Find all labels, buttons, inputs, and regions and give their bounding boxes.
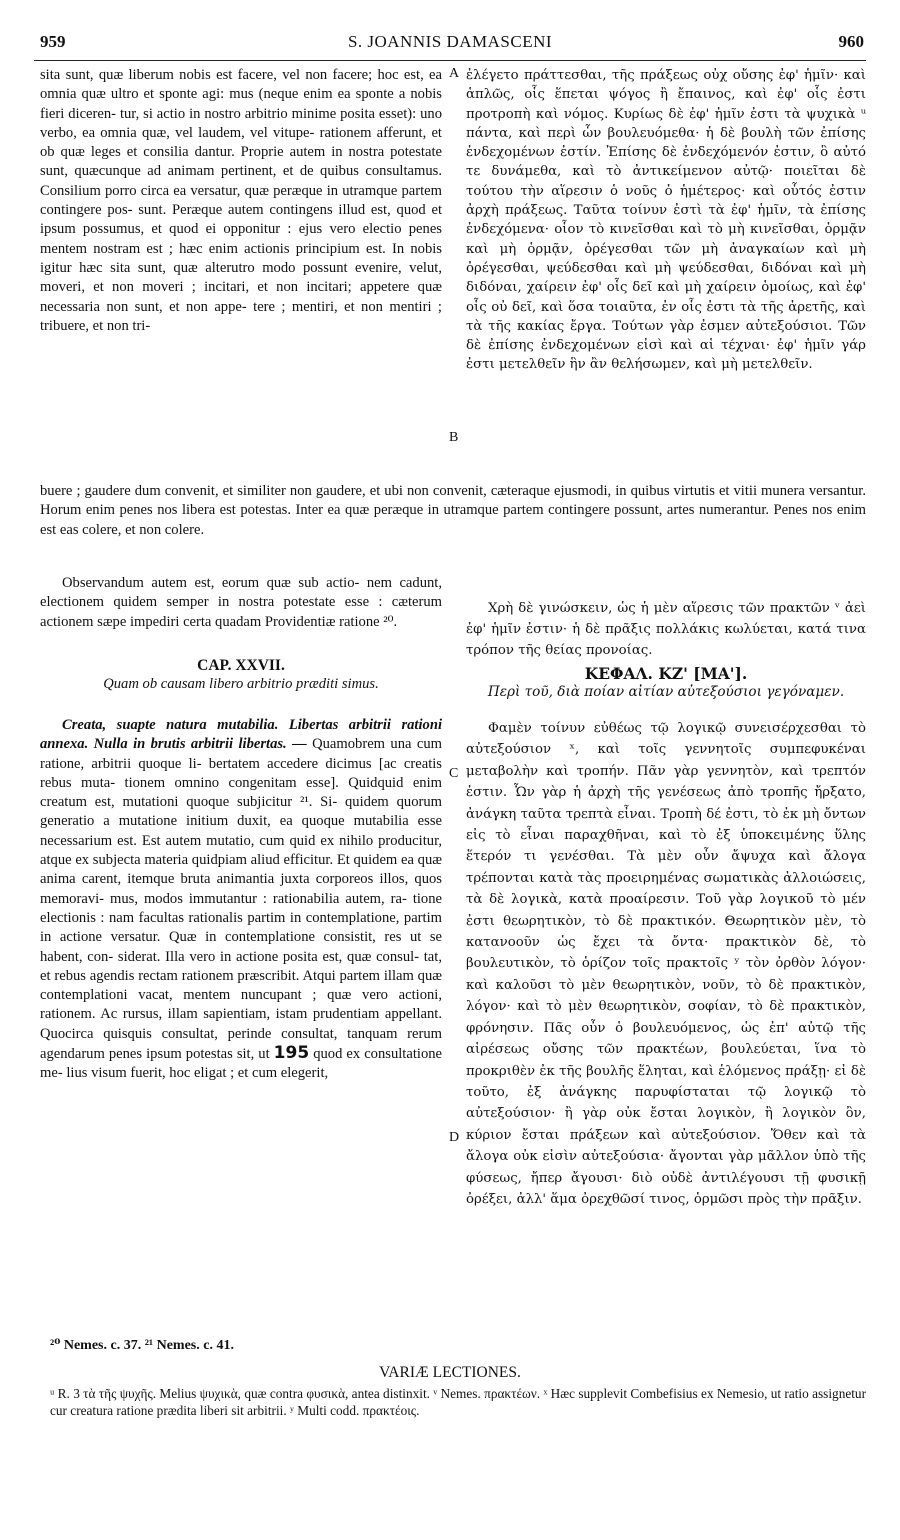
greek-observation-text: Χρὴ δὲ γινώσκειν, ὡς ἡ μὲν αἵρεσις τῶν πρακτῶν ᵛ ἀεὶ ἐφ' ἡμῖν ἐστιν· ἡ δὲ πρᾶξις πολλάκις κωλύεται, κατά τινα τρόπον τῆς θείας προνοίας. [466,601,866,658]
variae-lectiones-heading: VARIÆ LECTIONES. [379,1364,521,1381]
latin-chapter-text-end: quod ex consultatione me- lius visum fuerit, hoc eligat ; et cum elegerit, [40,1046,443,1082]
latin-chapter-text: Quamobrem una cum ratione, arbitrii quoque li- bertatem accedere dicimus [ac creatis rebus muta- tionem omnino congenitam esse]. Quidquid enim creatum est, mutationi quoque subjicitur ²¹. Si- quidem quorum generatio a mutatione initium duxit, ea quoque mutabilia esse necessarium est. Est autem mutatio, cum quid ex nihilo producitur, atque ex subjecta materia quidpiam aliud efficitur. Et quidem ea quæ anima carent, itemque bruta animantia juxta corporeos illos, quos memoravi- mus, modos immutantur : rationabilia autem, ra- tione electionis : nam facultas rationalis partim in contemplatione, partim in actione versatur. Quæ in contemplatione consistit, res ut se habent, con- siderat. Illa vero in actione posita est, quæ consul- tat, et rebus agendis rectam rationem præscribit. Atqui partem illam quæ contemplationi vacat, mentem nuncupant ; quæ vero actioni, rationem. Ac rursus, illam sapientiam, istam prudentiam appellant. Quocirca quisquis consultat, perinde consultat, tanquam rerum agendarum penes ipsum potestas sit, ut [40,736,442,1063]
greek-paragraph-top: ἐλέγετο πράττεσθαι, τῆς πράξεως οὐχ οὔσης ἐφ' ἡμῖν· καὶ ἁπλῶς, οἷς ἕπεται ψόγος ἢ ἔπαινος, καὶ ἐφ' οἷς ἐστι προτροπὴ καὶ νόμος. Κυρίως δὲ ἐφ' ἡμῖν ἐστι τὰ ψυχικὰ ᵘ πάντα, καὶ περὶ ὧν βουλευόμεθα· ἡ δὲ βουλὴ τῶν ἐπίσης ἐνδεχομένων ἐστίν. Ἐπίσης δὲ ἐνδεχόμενόν ἐστιν, ὃ αὐτό τε δυνάμεθα, καὶ τὸ ἀντικείμενον αὐτῷ· ποιεῖται δὲ τούτου τὴν αἵρεσιν ὁ νοῦς ὁ ἡμέτερος· καὶ οὗτός ἐστιν ἀρχὴ πράξεως. Ταῦτα τοίνυν ἐστὶ τὰ ἐφ' ἡμῖν, τὰ ἐπίσης ἐνδεχόμενα· οἷον τὸ κινεῖσθαι καὶ τὸ μὴ κινεῖσθαι, ὁρμᾷν καὶ μὴ ὁρμᾷν, ὀρέγεσθαι τῶν μὴ ἀναγκαίων καὶ μὴ ὀρέγεσθαι, ψεύδεσθαι καὶ μὴ ψεύδεσθαι, διδόναι καὶ μὴ διδόναι, χαίρειν ἐφ' οἷς δεῖ καὶ μὴ χαίρειν ὁμοίως, καὶ ἐφ' οἷς οὐ δεῖ, καὶ ὅσα τοιαῦτα, ἐν οἷς ἐστι τὰ τῆς ἀρετῆς, καὶ τὰ τῆς κακίας ἔργα. Τούτων γὰρ ἐσμεν αὐτεξούσιοι. Τῶν δὲ ἐπίσης ἐνδεχομένων εἰσὶ καὶ αἱ τέχναι· ἐφ' ἡμῖν γάρ ἐστι μετελθεῖν ἣν ἂν θελήσωμεν, καὶ μὴ μετελθεῖν. [466,68,866,373]
latin-chapter-number: CAP. XXVII. [197,657,285,674]
latin-chapter-body [40,716,442,1084]
margin-letter-d: D [449,1130,460,1145]
margin-letter-c: C [449,766,459,781]
latin-chapter-summary: Creata, suapte natura mutabilia. Libertas arbitrii rationi annexa. Nulla in brutis arbitrii libertas. — [40,717,442,753]
running-title: S. JOANNIS DAMASCENI [347,32,553,51]
greek-chapter-number: ΚΕΦΑΛ. ΚΖ' [ΜΑ']. [584,664,748,683]
footnotes: ²⁰ Nemes. c. 37. ²¹ Nemes. c. 41. [50,1338,234,1353]
latin-column-top [40,66,442,336]
latin-observation-text: Observandum autem est, eorum quæ sub actio- nem cadunt, electionem quidem semper in nostra potestate esse : cæterum actionem sæpe impediri certa quadam Providentiæ ratione ²⁰. [40,575,442,630]
margin-letter-a: A [449,66,460,81]
header-rule [34,60,866,61]
latin-chapter-heading [40,656,442,695]
edition-page-marker: 195 [273,1043,310,1064]
latin-observation [40,574,442,632]
latin-continuation-text: buere ; gaudere dum convenit, et similiter non gaudere, et ubi non convenit, cæteraque ejusmodi, in quibus virtutis et vitii munera versantur. Horum enim penes nos libera est potestas. Inter ea quæ peræque in utramque partem contingere possunt, artes numerantur. Penes nos enim est eas colere, et non colere. [40,483,866,538]
greek-observation [466,598,866,661]
latin-full-width-continuation [40,482,866,540]
greek-column-top [466,66,866,375]
page-number-right: 960 [838,32,864,51]
margin-letter-b: B [449,430,459,445]
latin-chapter-title: Quam ob causam libero arbitrio præditi simus. [103,676,379,693]
latin-paragraph-top: sita sunt, quæ liberum nobis est facere, vel non facere; hoc est, ea omnia quæ ultro et sponte agi: mus (neque enim ea sponte a nobis fieri diceren- tur, si actio in nostro arbitrio minime posita esset): uno verbo, ea omnia quæ, vel laudem, vel vitupe- rationem afferunt, et ob quæ leges et consilia dantur. Proprie autem in nostra potestate sunt, quæcunque ad animam pertinent, et de quibus consultamus. Consilium porro circa ea versatur, quæ peræque in utramque partem contingere pos- sunt. Peræque autem contingens illud est, quod et ipsum possumus, et quod ei opponitur : ejus vero electio penes mentem nostram est ; hæc enim actionis principium est. In nobis igitur hæc sita sunt, quæ alterutro modo possunt evenire, velut, moveri, et non moveri ; incitari, et non incitari; appetere quæ necessaria non sunt, et non appe- tere ; mentiri, et non mentiri ; tribuere, et non tri- [40,67,442,334]
running-header [0,32,900,58]
greek-chapter-text: Φαμὲν τοίνυν εὐθέως τῷ λογικῷ συνεισέρχεσθαι τὸ αὐτεξούσιον ˣ, καὶ τοῖς γεννητοῖς συμπεφυκέναι μεταβολὴν καὶ τροπήν. Πᾶν γὰρ γεννητὸν, καὶ τρεπτόν ἐστιν. Ὧν γὰρ ἡ ἀρχὴ τῆς γενέσεως ἀπὸ τροπῆς ἤρξατο, ἀνάγκη ταῦτα τρεπτὰ εἶναι. Τροπὴ δέ ἐστι, τὸ ἐκ μὴ ὄντων εἰς τὸ εἶναι παραχθῆναι, καὶ τὸ ἐξ ὑποκειμένης ὕλης ἕτερόν τι γενέσθαι. Τὰ μὲν οὖν ἄψυχα καὶ ἄλογα τρέπονται κατὰ τὰς προειρημένας σωματικὰς ἀλλοιώσεις, τὰ δὲ λογικὰ, κατὰ προαίρεσιν. Τοῦ γὰρ λογικοῦ τὸ μέν ἐστι θεωρητικὸν, τὸ δὲ πρακτικόν. Θεωρητικὸν μὲν, τὸ κατανοοῦν ὡς ἔχει τὰ ὄντα· πρακτικὸν δὲ, τὸ βουλευτικὸν, τὸ ὁρίζον τοῖς πρακτοῖς ʸ τὸν ὀρθὸν λόγον· καὶ καλοῦσι τὸ μὲν θεωρητικὸν, νοῦν, τὸ δὲ πρακτικὸν, λόγον· καὶ τὸ μὲν θεωρητικὸν, σοφίαν, τὸ δὲ πρακτικὸν, φρόνησιν. Πᾶς οὖν ὁ βουλευόμενος, ὡς ἐπ' αὐτῷ τῆς αἱρέσεως οὔσης τῶν πρακτέων, βουλεύεται, ἵνα τὸ προκριθὲν ἐκ τῆς βουλῆς ἕληται, καὶ ἑλόμενος πράξῃ· εἰ δὲ τοῦτο, ἐξ ἀνάγκης παρυφίσταται τῷ λογικῷ τὸ αὐτεξούσιον· ἢ γὰρ οὐκ ἔσται λογικὸν, ἢ λογικὸν ὂν, κύριον ἔσται πράξεων καὶ αὐτεξούσιον. Ὅθεν καὶ τὰ ἄλογα οὐκ εἰσὶν αὐτεξούσια· ἄγονται γὰρ μᾶλλον ὑπὸ τῆς φύσεως, ἤπερ ἄγουσι· διὸ οὐδὲ ἀντιλέγουσι τῇ φυσικῇ ὀρέξει, ἀλλ' ἅμα ὀρεχθῶσί τινος, ὁρμῶσι πρὸς τὴν πρᾶξιν. [466,721,866,1207]
greek-chapter-heading [466,664,866,703]
greek-chapter-title: Περὶ τοῦ, διὰ ποίαν αἰτίαν αὐτεξούσιοι γεγόναμεν. [487,684,845,701]
variae-lectiones-text: ᵘ R. 3 τὰ τῆς ψυχῆς. Melius ψυχικὰ, quæ contra φυσικὰ, antea distinxit. ᵛ Nemes. πρακτέων. ˣ Hæc supplevit Combefisius ex Nemesio, ut ratio assignetur cur creatura ratione prædita liberi sit arbitrii. ʸ Multi codd. πρακτέοις. [50,1386,867,1418]
greek-chapter-body [466,718,866,1210]
page-number-left: 959 [40,32,66,51]
